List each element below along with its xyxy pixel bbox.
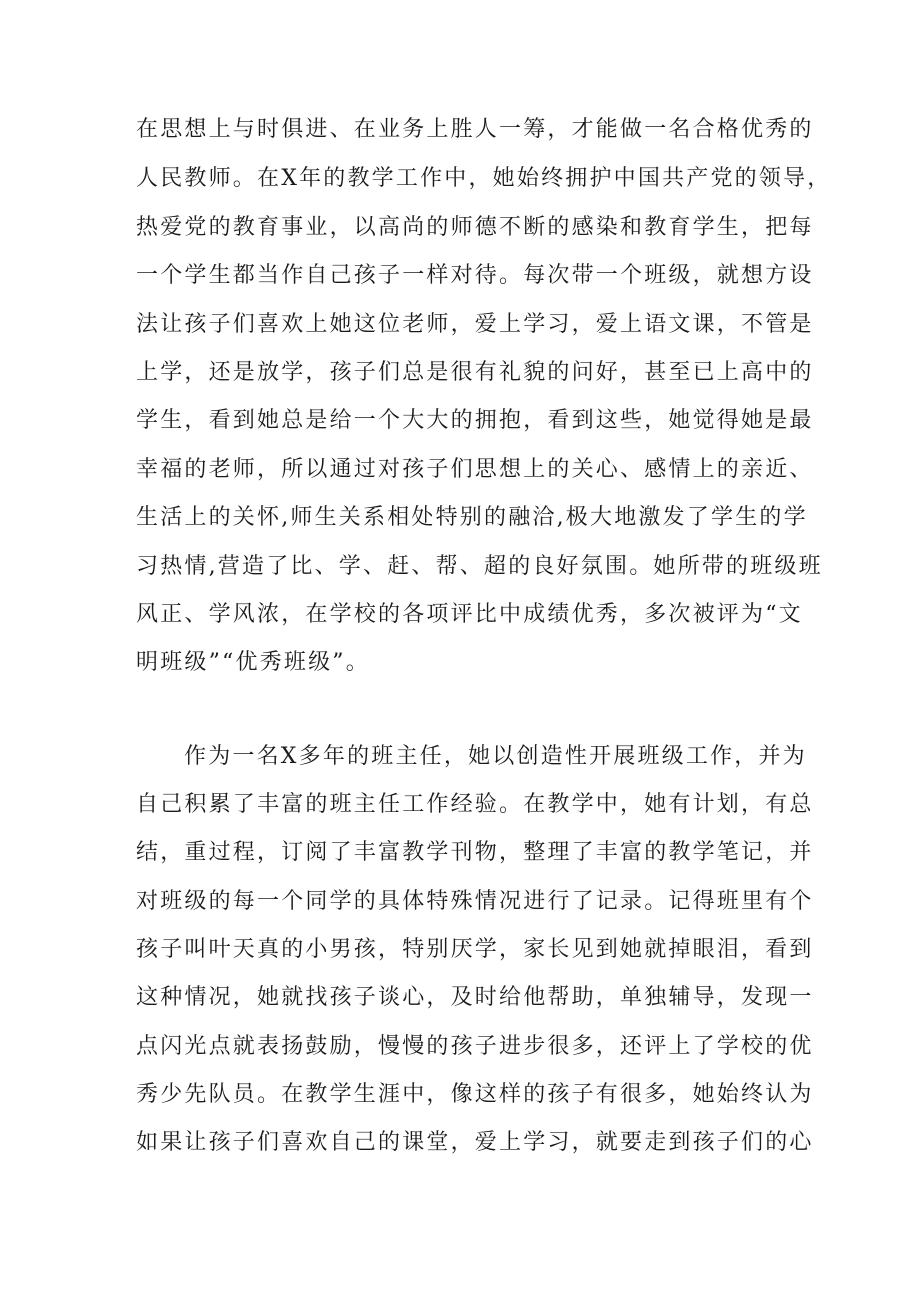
paragraph-line: 风正、学风浓，在学校的各项评比中成绩优秀，多次被评为“文 [136, 602, 803, 627]
paragraph-line: 一个学生都当作自己孩子一样对待。每次带一个班级，就想方设 [136, 263, 814, 288]
paragraph-line: 生活上的关怀,师生关系相处特别的融洽,极大地激发了学生的学 [136, 505, 808, 530]
paragraph-line: 法让孩子们喜欢上她这位老师，爱上学习，爱上语文课，不管是 [136, 312, 814, 337]
paragraph-line: 明班级”“优秀班级”。 [136, 650, 370, 675]
paragraph-line: 点闪光点就表扬鼓励，慢慢的孩子进步很多，还评上了学校的优 [136, 1034, 814, 1059]
paragraph-line: 对班级的每一个同学的具体特殊情况进行了记录。记得班里有个 [136, 889, 814, 914]
paragraph-line: 这种情况，她就找孩子谈心，及时给他帮助，单独辅导，发现一 [136, 985, 814, 1010]
paragraph-line: 如果让孩子们喜欢自己的课堂，爱上学习，就要走到孩子们的心 [136, 1130, 814, 1155]
paragraph-line: 人民教师。在X年的教学工作中，她始终拥护中国共产党的领导， [136, 166, 832, 191]
paragraph-line: 孩子叫叶天真的小男孩，特别厌学，家长见到她就掉眼泪，看到 [136, 937, 814, 962]
paragraph-line: 上学，还是放学，孩子们总是很有礼貌的问好，甚至已上高中的 [136, 360, 814, 385]
paragraph-line: 热爱党的教育事业，以高尚的师德不断的感染和教育学生，把每 [136, 215, 814, 240]
paragraph-line: 自己积累了丰富的班主任工作经验。在教学中，她有计划，有总 [136, 792, 814, 817]
paragraph-line: 学生，看到她总是给一个大大的拥抱，看到这些，她觉得她是最 [136, 408, 814, 433]
paragraph-line: 秀少先队员。在教学生涯中，像这样的孩子有很多，她始终认为 [136, 1082, 814, 1107]
paragraph-line: 作为一名X多年的班主任，她以创造性开展班级工作，并为 [184, 744, 807, 769]
paragraph-line: 在思想上与时俱进、在业务上胜人一筹，才能做一名合格优秀的 [136, 117, 814, 142]
paragraph-line: 幸福的老师，所以通过对孩子们思想上的关心、感情上的亲近、 [136, 457, 814, 482]
paragraph-line: 习热情,营造了比、学、赶、帮、超的良好氛围。她所带的班级班 [136, 554, 823, 579]
paragraph-line: 结，重过程，订阅了丰富教学刊物，整理了丰富的教学笔记，并 [136, 840, 814, 865]
